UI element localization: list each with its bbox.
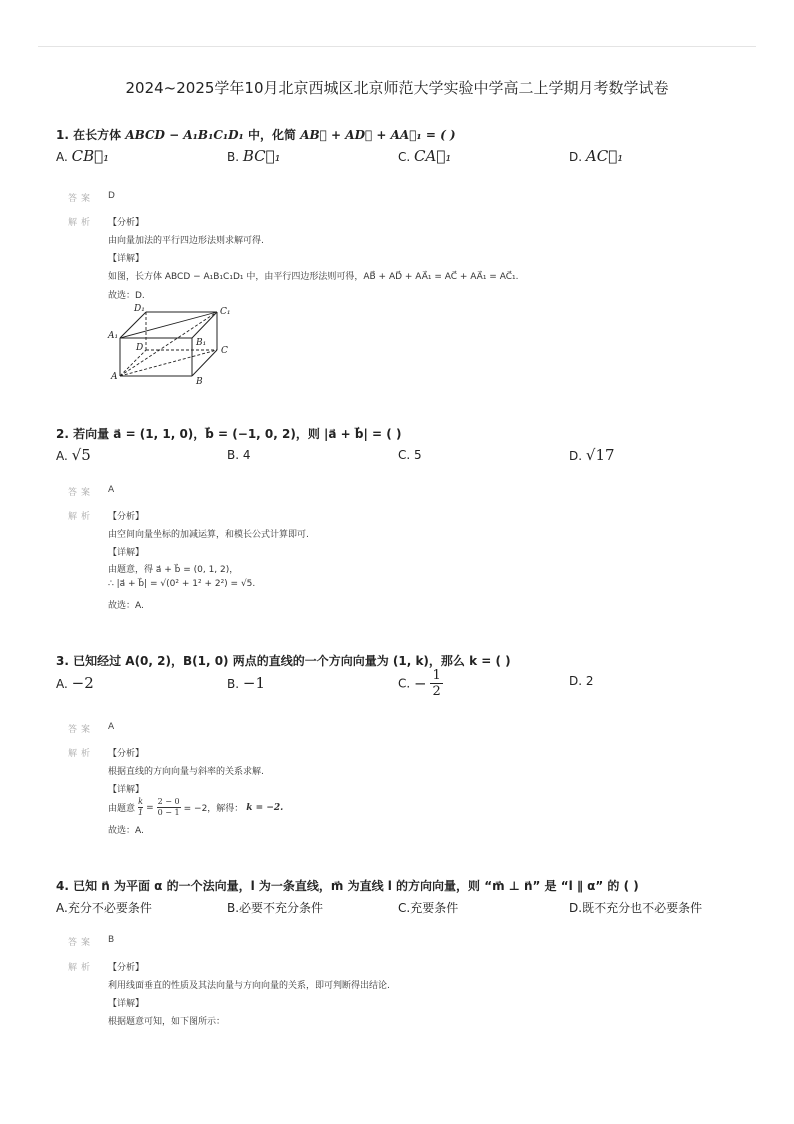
question-number: 3. (56, 654, 69, 668)
q4-option-b: B.必要不充分条件 (227, 901, 324, 915)
q4-option-c: C.充要条件 (398, 901, 459, 915)
answer-label: 答案 (68, 725, 95, 735)
analysis-label: 解析 (68, 218, 95, 228)
header-divider (38, 46, 756, 47)
q2-option-a: A. √5 (56, 446, 91, 464)
q3-option-c: C. − $\frac{1}{2}$ (398, 668, 441, 699)
q3-analysis-line: 【分析】 (108, 749, 145, 759)
q3-analysis-line: 故选：A. (108, 826, 144, 836)
q3-option-a: A. −2 (56, 674, 94, 692)
q3-option-b: B. −1 (227, 674, 265, 692)
q2-option-c: C. 5 (398, 448, 422, 462)
question-number: 2. (56, 427, 69, 441)
q2-analysis-line: 故选：A. (108, 601, 144, 611)
page-title: 2024~2025学年10月北京西城区北京师范大学实验中学高二上学期月考数学试卷 (125, 79, 669, 97)
vertex-label: D (136, 343, 144, 353)
q4-analysis-line: 【详解】 (108, 999, 145, 1009)
q1-analysis-line: 【分析】 (108, 218, 145, 228)
answer-label: 答案 (68, 938, 95, 948)
vertex-label: B (196, 377, 203, 386)
q1-analysis-line: 由向量加法的平行四边形法则求解可得. (108, 236, 264, 246)
question-1-stem (56, 126, 456, 143)
q3-analysis-line: 【详解】 (108, 785, 145, 795)
q2-option-d: D. √17 (569, 446, 615, 464)
q2-analysis-line: ∴ |a⃗ + b⃗| = √(0² + 1² + 2²) = √5. (108, 579, 256, 589)
q1-answer: D (108, 191, 115, 201)
stem-text: 若向量 a⃗ = (1, 1, 0)，b⃗ = (−1, 0, 2)，则 |a⃗ + b⃗| = ( ) (73, 427, 402, 441)
stem-text: 已知 n⃗ 为平面 α 的一个法向量，l 为一条直线，m⃗ 为直线 l 的方向向量，则 “m⃗ ⊥ n⃗” 是 “l ∥ α” 的 ( ) (73, 879, 639, 893)
answer-label: 答案 (68, 488, 95, 498)
q4-answer: B (108, 935, 115, 945)
analysis-label: 解析 (68, 963, 95, 973)
q2-analysis-line: 【详解】 (108, 548, 145, 558)
q4-option-d: D.既不充分也不必要条件 (569, 901, 703, 915)
q2-answer: A (108, 485, 115, 495)
q3-answer: A (108, 722, 115, 732)
stem-text: 中，化简 (247, 128, 296, 142)
q1-option-c: C. CA⃗₁ (398, 147, 452, 165)
stem-text: 在长方体 (73, 128, 122, 142)
q3-option-d: D. 2 (569, 674, 594, 688)
q3-detail-equation: 由题意 $\frac{k}{1}$ = $\frac{2 - 0}{0 - 1}$ = −2，解得： k = −2. (108, 797, 284, 817)
stem-math: ABCD − A₁B₁C₁D₁ (125, 128, 244, 142)
q2-analysis-line: 【分析】 (108, 512, 145, 522)
analysis-label: 解析 (68, 512, 95, 522)
vertex-label: A₁ (108, 331, 119, 341)
q2-option-b: B. 4 (227, 448, 251, 462)
q4-analysis-line: 【分析】 (108, 963, 145, 973)
stem-text: 已知经过 A(0, 2)，B(1, 0) 两点的直线的一个方向向量为 (1, k)，那么 k = ( ) (73, 654, 511, 668)
q2-analysis-line: 由题意，得 a⃗ + b⃗ = (0, 1, 2)， (108, 565, 239, 575)
question-4-stem (56, 877, 639, 894)
q4-analysis-line: 利用线面垂直的性质及其法向量与方向向量的关系，即可判断得出结论. (108, 981, 390, 991)
q1-option-a: A. CB⃗₁ (56, 147, 110, 165)
q1-option-b: B. BC⃗₁ (227, 147, 281, 165)
q4-option-a: A.充分不必要条件 (56, 901, 152, 915)
stem-math: AB⃗ + AD⃗ + AA⃗₁ = ( ) (300, 128, 456, 142)
question-number: 4. (56, 879, 69, 893)
q3-analysis-line: 根据直线的方向向量与斜率的关系求解. (108, 767, 264, 777)
vertex-label: D₁ (134, 304, 145, 314)
answer-label: 答案 (68, 194, 95, 204)
q2-analysis-line: 由空间向量坐标的加减运算，和模长公式计算即可. (108, 530, 309, 540)
vertex-label: C (221, 346, 228, 356)
q1-analysis-line: 如图，长方体 ABCD − A₁B₁C₁D₁ 中，由平行四边形法则可得，AB⃗ + AD⃗ + AA⃗₁ = AC⃗ + AA⃗₁ = AC⃗₁. (108, 272, 519, 282)
q1-option-d: D. AC⃗₁ (569, 147, 624, 165)
analysis-label: 解析 (68, 749, 95, 759)
q1-analysis-line: 【详解】 (108, 254, 145, 264)
question-number: 1. (56, 128, 69, 142)
question-3-stem (56, 652, 511, 669)
cuboid-figure (104, 300, 244, 386)
vertex-label: C₁ (220, 307, 231, 317)
vertex-label: B₁ (196, 338, 207, 348)
q4-analysis-line: 根据题意可知，如下图所示： (108, 1017, 226, 1027)
vertex-label: A (111, 372, 118, 382)
question-2-stem (56, 425, 401, 442)
q1-analysis-line: 故选：D. (108, 291, 145, 301)
